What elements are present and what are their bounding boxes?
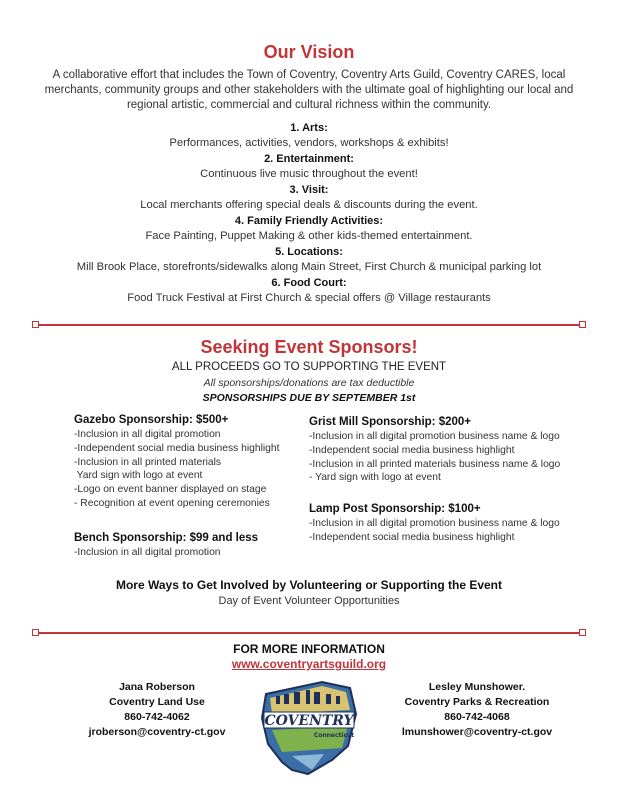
benefit-line: -Independent social media business highlight — [74, 442, 280, 454]
coventry-map-icon — [252, 674, 364, 780]
benefit-line: -Inclusion in all printed materials business name & logo — [309, 458, 561, 470]
contact-email[interactable]: jroberson@coventry-ct.gov — [88, 726, 226, 738]
benefit-line: -Inclusion in all digital promotion business name & logo — [309, 431, 560, 442]
benefit-line: Yard sign with logo at event — [74, 470, 203, 482]
benefit-line: - Yard sign with logo at event — [309, 472, 441, 484]
contact-phone: 860-742-4062 — [124, 711, 190, 723]
due-date-note: SPONSORSHIPS DUE BY SEPTEMBER 1st — [202, 392, 416, 404]
vision-item-text: Food Truck Festival at First Church & special offers @ Village restaurants — [127, 292, 491, 304]
contact-left — [52, 680, 262, 740]
lamppost-title: Lamp Post Sponsorship: $100+ — [309, 503, 481, 515]
benefit-line: -Inclusion in all digital promotion — [74, 429, 221, 440]
gazebo-title: Gazebo Sponsorship: $500+ — [74, 414, 229, 426]
vision-item-heading: 6. Food Court: — [271, 277, 347, 289]
benefit-line: -Independent social media business highlight — [309, 531, 515, 543]
more-ways-heading: More Ways to Get Involved by Volunteering or Supporting the Event — [115, 578, 503, 592]
bench-sponsorship — [74, 532, 314, 560]
vision-item-text: Continuous live music throughout the event! — [200, 168, 418, 180]
contact-right — [372, 680, 582, 740]
vision-item-text: Local merchants offering special deals & discounts during the event. — [140, 199, 478, 211]
bench-title: Bench Sponsorship: $99 and less — [74, 532, 259, 544]
vision-title: Our Vision — [263, 42, 355, 62]
vision-item-heading: 2. Entertainment: — [264, 153, 354, 165]
sponsors-title: Seeking Event Sponsors! — [200, 337, 418, 357]
vision-item-text: Performances, activities, vendors, workshops & exhibits! — [169, 137, 449, 149]
section-divider — [35, 324, 583, 326]
benefit-line: -Inclusion in all digital promotion business name & logo — [309, 518, 560, 529]
divider-end-dot — [579, 629, 586, 636]
gazebo-sponsorship — [74, 414, 314, 511]
svg-text:Connecticut: Connecticut — [313, 732, 355, 739]
vision-intro: A collaborative effort that includes the Town of Coventry, Coventry Arts Guild, Coventry CARES, local merchants, community groups and other stakeholders with the ultimate goal of highlighting our local and regional artistic, commercial and cultural richness within the community. — [44, 69, 574, 111]
section-divider — [35, 632, 583, 634]
svg-text:COVENTRY: COVENTRY — [264, 713, 354, 729]
vision-item-text: Face Painting, Puppet Making & other kids-themed entertainment. — [145, 230, 473, 242]
lamppost-sponsorship — [309, 503, 599, 545]
volunteer-note: Day of Event Volunteer Opportunities — [218, 595, 400, 607]
proceeds-note: ALL PROCEEDS GO TO SUPPORTING THE EVENT — [171, 361, 447, 373]
tax-note: All sponsorships/donations are tax deductible — [203, 377, 415, 389]
contact-name: Lesley Munshower. — [428, 681, 526, 693]
vision-item-heading: 4. Family Friendly Activities: — [234, 215, 384, 227]
contact-name: Jana Roberson — [119, 681, 195, 693]
divider-end-dot — [579, 321, 586, 328]
gristmill-title: Grist Mill Sponsorship: $200+ — [309, 416, 471, 428]
benefit-line: - Recognition at event opening ceremonies — [74, 497, 270, 509]
benefit-line: -Inclusion in all digital promotion — [74, 547, 221, 558]
divider-end-dot — [32, 321, 39, 328]
more-info-heading: FOR MORE INFORMATION — [233, 642, 385, 656]
vision-item-text: Mill Brook Place, storefronts/sidewalks along Main Street, First Church & municipal parking lot — [76, 261, 542, 273]
contact-dept: Coventry Parks & Recreation — [404, 696, 550, 708]
contact-phone: 860-742-4068 — [444, 711, 510, 723]
contact-email[interactable]: lmunshower@coventry-ct.gov — [401, 726, 553, 738]
coventry-logo — [252, 674, 364, 780]
benefit-line: -Independent social media business highlight — [309, 444, 515, 456]
divider-end-dot — [32, 629, 39, 636]
contact-dept: Coventry Land Use — [109, 696, 205, 708]
vision-item-heading: 5. Locations: — [275, 246, 343, 258]
benefit-line: -Logo on event banner displayed on stage — [74, 484, 267, 496]
vision-list — [0, 122, 618, 308]
benefit-line: -Inclusion in all printed materials — [74, 456, 222, 468]
vision-item-heading: 1. Arts: — [290, 122, 328, 134]
website-link[interactable]: www.coventryartsguild.org — [231, 657, 387, 671]
vision-item-heading: 3. Visit: — [289, 184, 329, 196]
gristmill-sponsorship — [309, 416, 599, 485]
